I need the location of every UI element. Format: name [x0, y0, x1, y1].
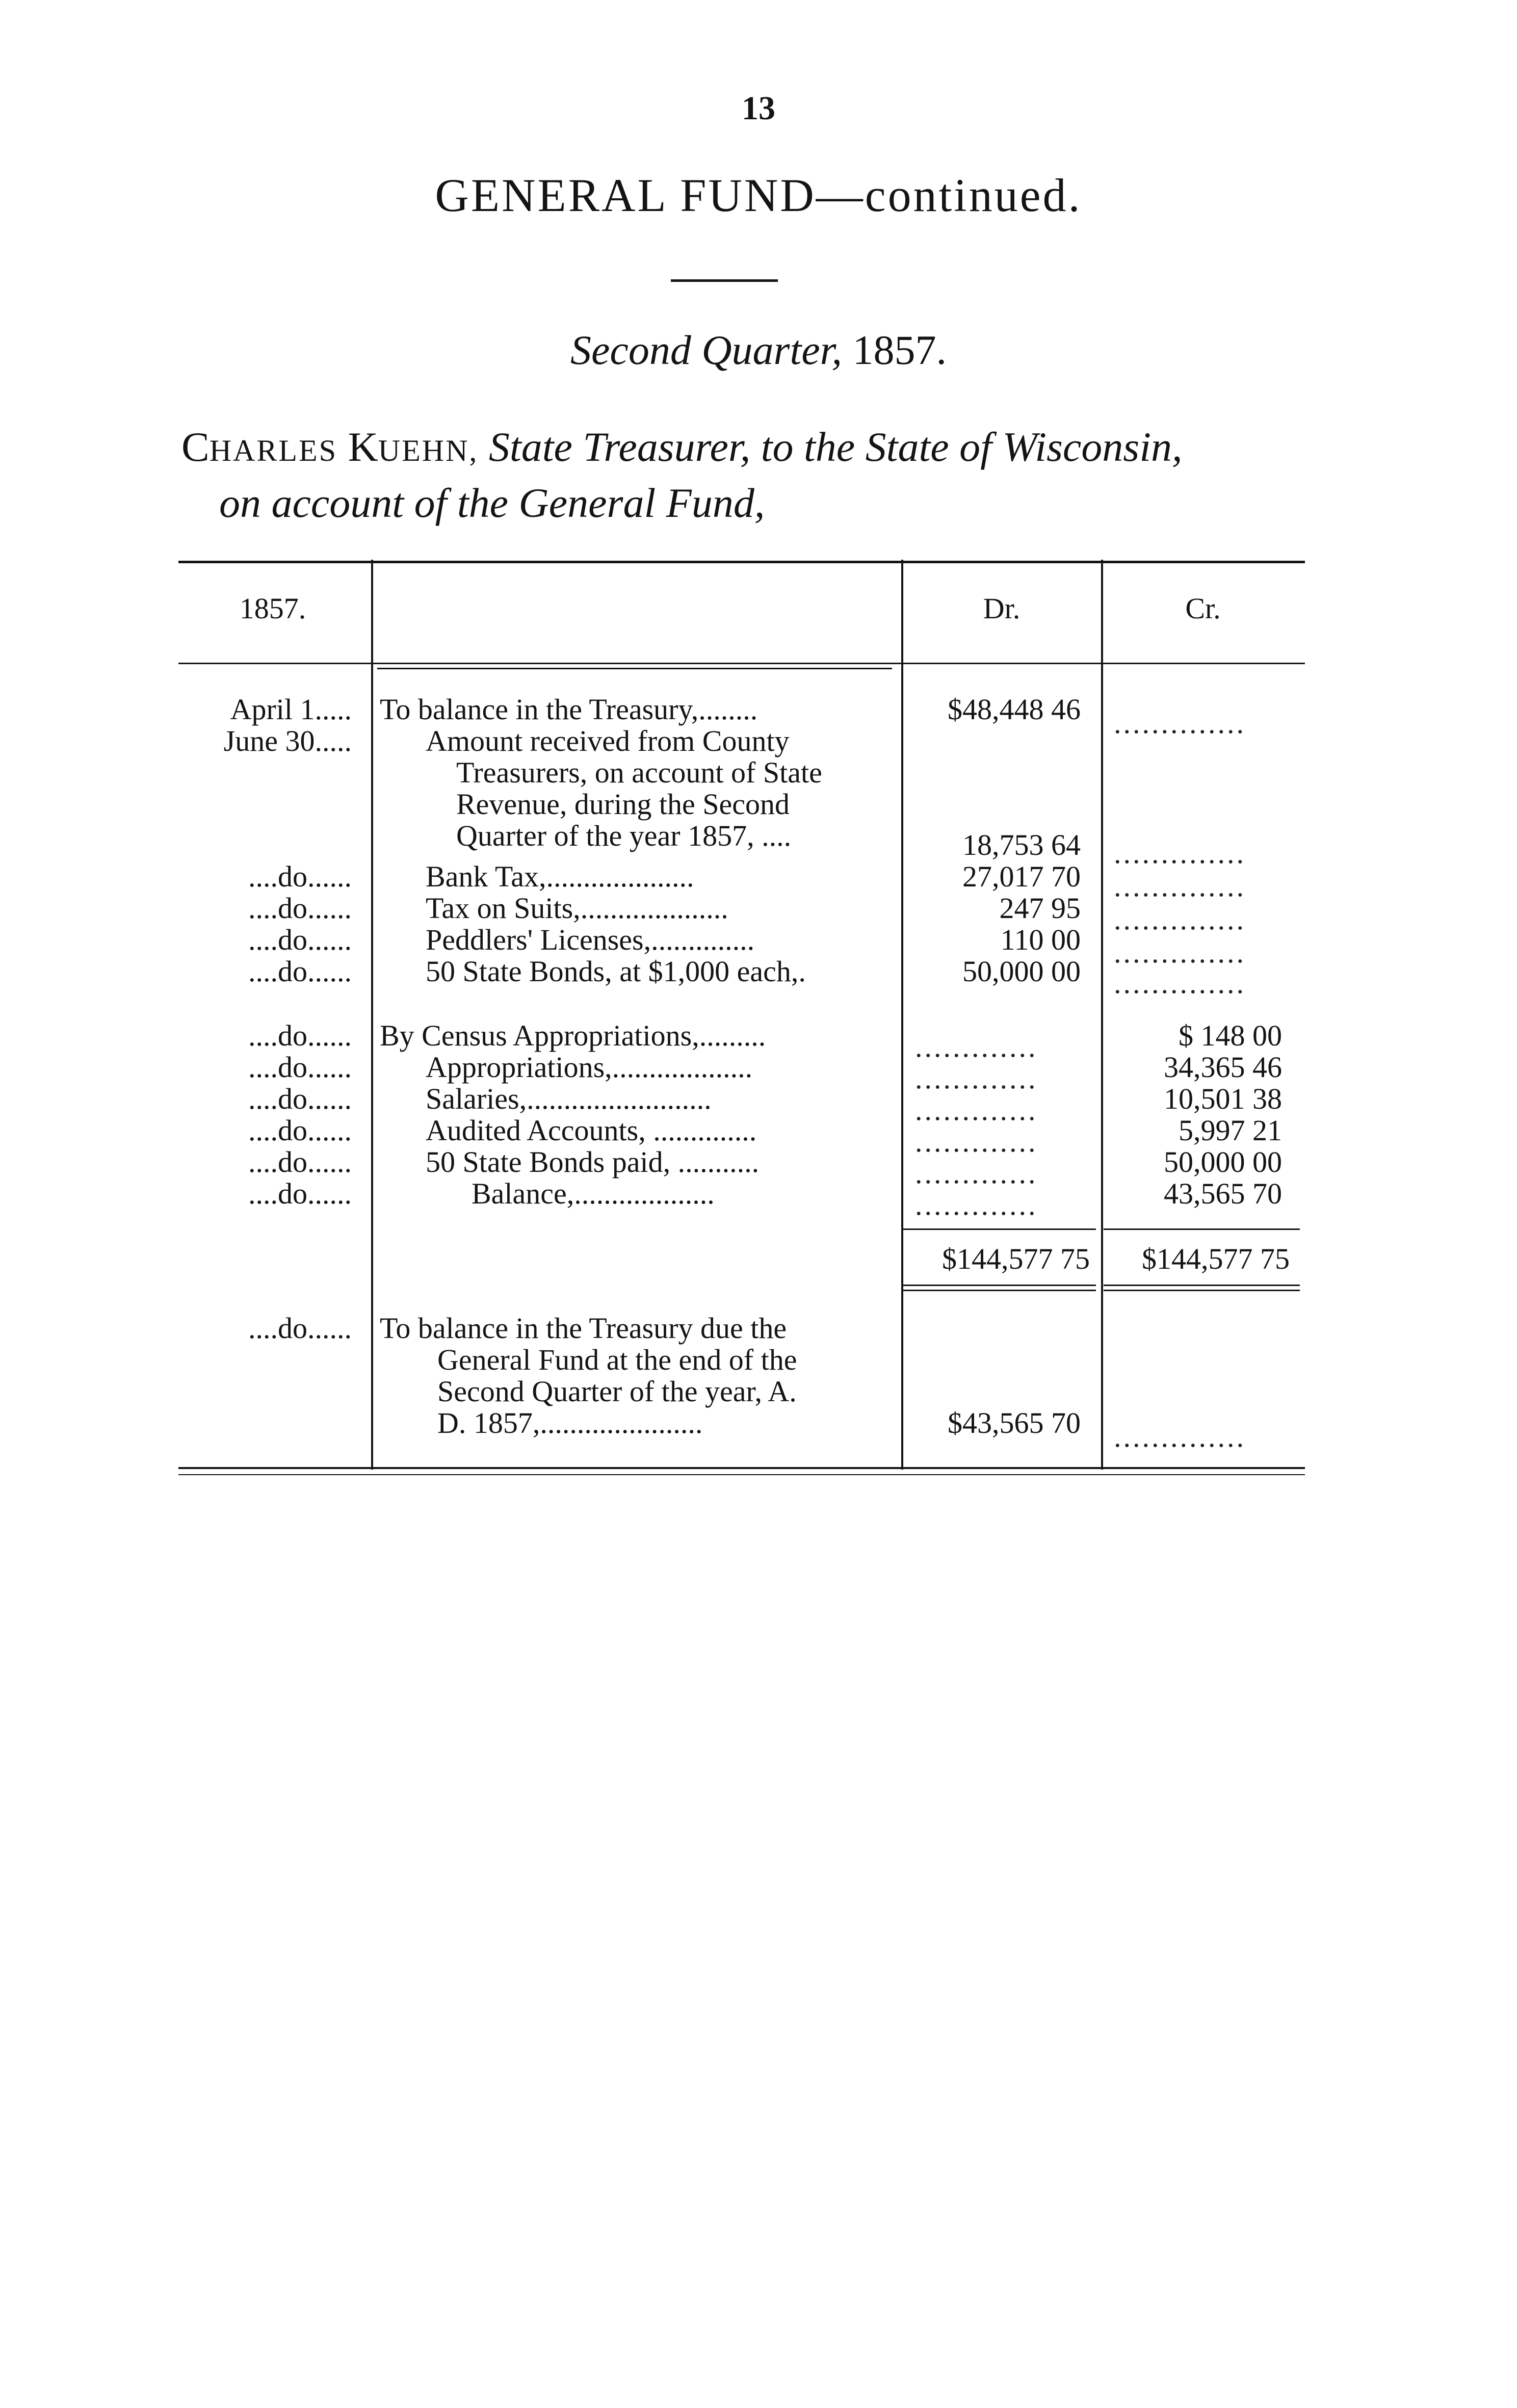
- row-desc: By Census Appropriations,.........: [380, 1019, 766, 1052]
- row-date: ....do......: [248, 1312, 352, 1345]
- row-desc: Peddlers' Licenses,..............: [426, 923, 755, 956]
- row-date: ....do......: [248, 860, 352, 893]
- name-first-initial: C: [181, 424, 210, 470]
- cr-total-rule: [1104, 1228, 1300, 1230]
- row-dr-amount: 110 00: [1000, 923, 1081, 956]
- row-desc: Bank Tax,....................: [426, 860, 694, 893]
- page-heading: GENERAL FUND—continued.: [435, 169, 1082, 221]
- header-rule-desc: [377, 668, 892, 669]
- row-cr-amount: $ 148 00: [1179, 1019, 1282, 1052]
- header-year: 1857.: [239, 592, 306, 625]
- dr-blank: .............: [915, 1125, 1038, 1158]
- dr-blank: .............: [915, 1030, 1038, 1063]
- col-divider-date: [371, 560, 373, 1470]
- name-first-rest: HARLES: [209, 434, 338, 467]
- cr-blank: ..............: [1114, 870, 1246, 903]
- quarter-title: [204, 326, 1313, 374]
- dr-double-rule-2: [902, 1290, 1096, 1291]
- row-date: ....do......: [248, 1177, 352, 1210]
- row-desc-line: D. 1857,......................: [437, 1406, 703, 1439]
- total-dr: $144,577 75: [942, 1242, 1090, 1275]
- dr-double-rule-1: [902, 1285, 1096, 1286]
- cr-blank: ..............: [1114, 966, 1246, 1000]
- row-date: ....do......: [248, 1114, 352, 1147]
- cr-blank: ..............: [1114, 706, 1246, 740]
- row-desc-line: Revenue, during the Second: [456, 788, 790, 821]
- cr-blank: ..............: [1114, 1420, 1246, 1453]
- row-cr-amount: 43,565 70: [1164, 1177, 1282, 1210]
- dr-total-rule: [902, 1228, 1096, 1230]
- row-date: April 1.....: [230, 693, 352, 726]
- col-divider-dr: [1101, 560, 1103, 1470]
- row-date: ....do......: [248, 1082, 352, 1115]
- dr-blank: .............: [915, 1157, 1038, 1190]
- dr-blank: .............: [915, 1093, 1038, 1127]
- row-desc-line: Amount received from County: [426, 724, 790, 757]
- row-date: ....do......: [248, 1051, 352, 1084]
- row-desc: Tax on Suits,....................: [426, 892, 728, 925]
- header-rule: [178, 663, 1305, 664]
- row-date: ....do......: [248, 955, 352, 988]
- header-dr: Dr.: [983, 592, 1021, 625]
- row-desc: Balance,...................: [472, 1177, 715, 1210]
- row-desc-line: To balance in the Treasury due the: [380, 1312, 787, 1345]
- row-date: ....do......: [248, 1145, 352, 1179]
- row-desc-line: General Fund at the end of the: [437, 1343, 797, 1376]
- cr-double-rule-1: [1104, 1285, 1300, 1286]
- row-desc: Audited Accounts, ..............: [426, 1114, 757, 1147]
- dr-blank: .............: [915, 1062, 1038, 1095]
- row-cr-amount: 50,000 00: [1164, 1145, 1282, 1179]
- table-bottom-rule: [178, 1467, 1305, 1469]
- row-date: June 30.....: [223, 724, 352, 757]
- row-desc: Appropriations,...................: [426, 1051, 753, 1084]
- page-number: 13: [742, 90, 775, 127]
- row-date: ....do......: [248, 923, 352, 956]
- intro-title: State Treasurer, to the State of Wisconsin,: [488, 424, 1183, 470]
- row-desc: 50 State Bonds paid, ...........: [426, 1145, 760, 1179]
- name-last-rest: UEHN,: [378, 434, 479, 467]
- row-desc-line: Treasurers, on account of State: [456, 756, 822, 789]
- quarter-year: 1857.: [852, 327, 947, 373]
- heading-rule: [671, 279, 778, 282]
- intro-line-1: [181, 423, 1318, 471]
- row-dr-amount: 247 95: [999, 892, 1081, 925]
- row-date: ....do......: [248, 892, 352, 925]
- row-desc: Salaries,.........................: [426, 1082, 712, 1115]
- intro-line-2: on account of the General Fund,: [219, 480, 765, 526]
- cr-blank: ..............: [1114, 936, 1246, 969]
- table-bottom-rule-2: [178, 1474, 1305, 1475]
- row-cr-amount: 5,997 21: [1179, 1114, 1282, 1147]
- row-dr-amount: $43,565 70: [948, 1406, 1081, 1439]
- total-cr: $144,577 75: [1142, 1242, 1290, 1275]
- name-last-initial: K: [348, 424, 378, 470]
- row-date: ....do......: [248, 1019, 352, 1052]
- dr-blank: .............: [915, 1188, 1038, 1221]
- row-desc: 50 State Bonds, at $1,000 each,.: [426, 955, 806, 988]
- row-dr-amount: 50,000 00: [962, 955, 1081, 988]
- cr-double-rule-2: [1104, 1290, 1300, 1291]
- col-divider-desc: [901, 560, 903, 1470]
- row-dr-amount: $48,448 46: [948, 693, 1081, 726]
- row-desc: To balance in the Treasury,........: [380, 693, 758, 726]
- row-dr-amount: 27,017 70: [962, 860, 1081, 893]
- row-desc-line: Quarter of the year 1857, ....: [456, 819, 792, 852]
- header-cr: Cr.: [1185, 592, 1221, 625]
- row-desc-line: Second Quarter of the year, A.: [437, 1375, 797, 1408]
- quarter-period: Second Quarter,: [570, 327, 842, 373]
- row-cr-amount: 34,365 46: [1164, 1051, 1282, 1084]
- cr-blank: ..............: [1114, 903, 1246, 936]
- table-top-rule: [178, 561, 1305, 563]
- row-dr-amount: 18,753 64: [962, 828, 1081, 861]
- cr-blank: ..............: [1114, 836, 1246, 870]
- row-cr-amount: 10,501 38: [1164, 1082, 1282, 1115]
